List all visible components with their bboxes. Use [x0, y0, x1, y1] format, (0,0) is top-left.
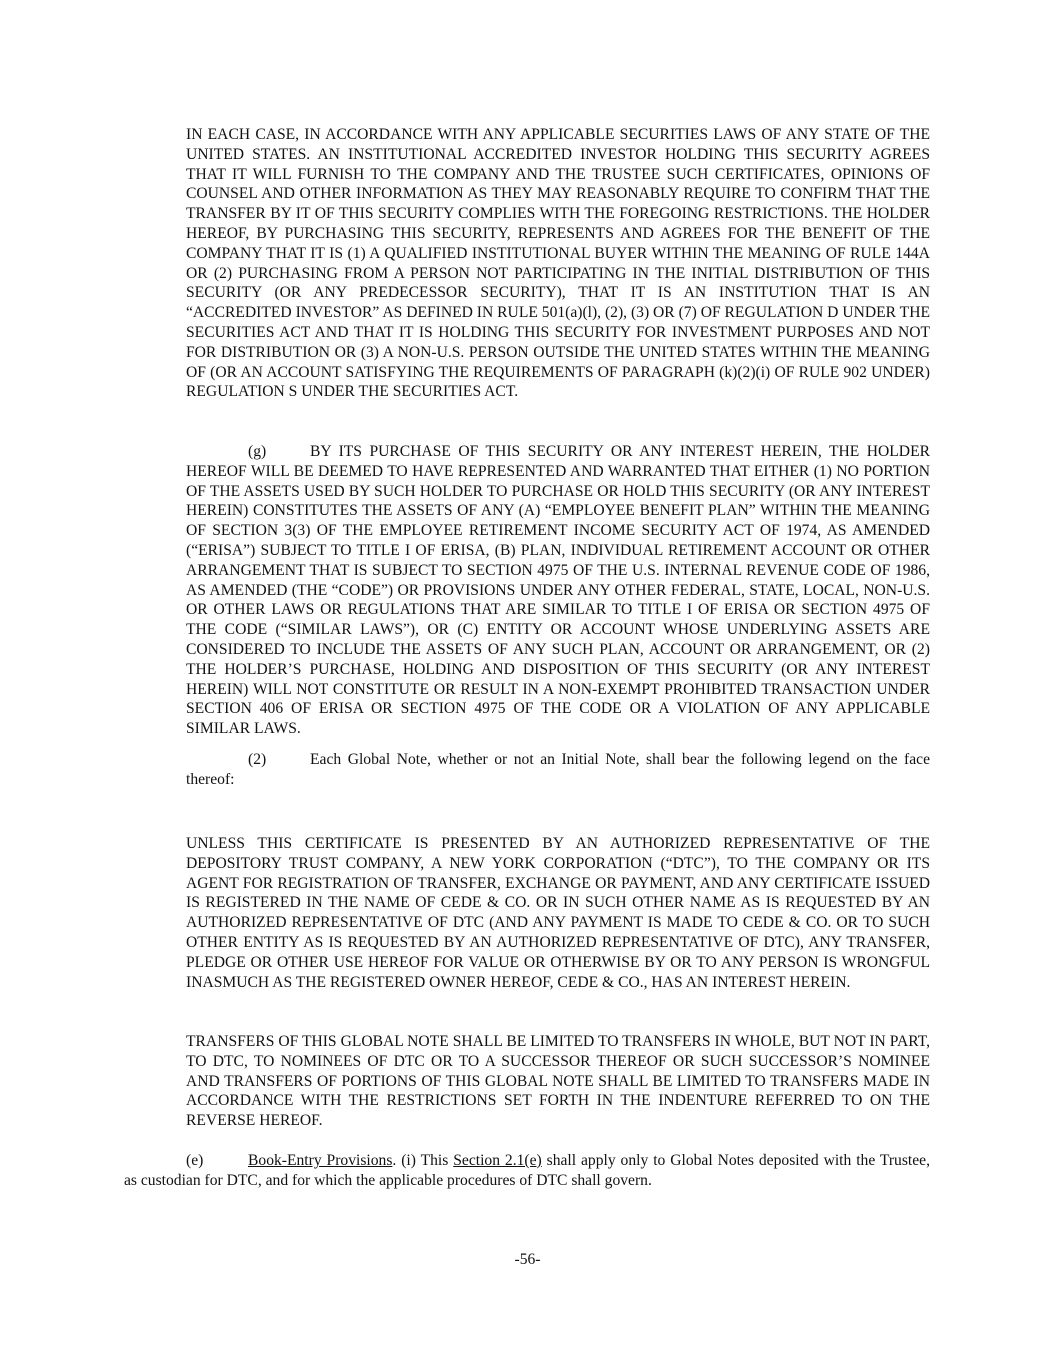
paragraph-f-continuation: IN EACH CASE, IN ACCORDANCE WITH ANY APPLICABLE SECURITIES LAWS OF ANY STATE OF THE UNITED STATES. AN INSTITUTIONAL ACCREDITED INVESTOR HOLDING THIS SECURITY AGREES THAT IT WILL FURNISH TO THE COMPANY AND THE TRUSTEE SUCH CERTIFICATES, OPINIONS OF COUNSEL AND OTHER INFORMATION AS THEY MAY REASONABLY REQUIRE TO CONFIRM THAT THE TRANSFER BY IT OF THIS SECURITY COMPLIES WITH THE FOREGOING RESTRICTIONS. THE HOLDER HEREOF, BY PURCHASING THIS SECURITY, REPRESENTS AND AGREES FOR THE BENEFIT OF THE COMPANY THAT IT IS (1) A QUALIFIED INSTITUTIONAL BUYER WITHIN THE MEANING OF RULE 144A OR (2) PURCHASING FROM A PERSON NOT PARTICIPATING IN THE INITIAL DISTRIBUTION OF THIS SECURITY (OR ANY PREDECESSOR SECURITY), THAT IT IS AN INSTITUTION THAT IS AN “ACCREDITED INVESTOR” AS DEFINED IN RULE 501(a)(l), (2), (3) OR (7) OF REGULATION D UNDER THE SECURITIES ACT AND THAT IT IS HOLDING THIS SECURITY FOR INVESTMENT PURPOSES AND NOT FOR DISTRIBUTION OR (3) A NON-U.S. PERSON OUTSIDE THE UNITED STATES WITHIN THE MEANING OF (OR AN ACCOUNT SATISFYING THE REQUIREMENTS OF PARAGRAPH (k)(2)(i) OF RULE 902 UNDER) REGULATION S UNDER THE SECURITIES ACT.	[186, 126, 930, 401]
paragraph-g	[186, 442, 930, 739]
paragraph-e-marker: (e)	[186, 1152, 204, 1169]
section-reference: Section 2.1(e)	[453, 1152, 542, 1169]
book-entry-provisions-heading: Book-Entry Provisions	[248, 1152, 393, 1169]
paragraph-2-marker: (2)	[248, 751, 267, 768]
legend-dtc: UNLESS THIS CERTIFICATE IS PRESENTED BY AN AUTHORIZED REPRESENTATIVE OF THE DEPOSITORY TRUST COMPANY, A NEW YORK CORPORATION (“DTC”), TO THE COMPANY OR ITS AGENT FOR REGISTRATION OF TRANSFER, EXCHANGE OR PAYMENT, AND ANY CERTIFICATE ISSUED IS REGISTERED IN THE NAME OF CEDE & CO. OR IN SUCH OTHER NAME AS IS REQUESTED BY AN AUTHORIZED REPRESENTATIVE OF DTC (AND ANY PAYMENT IS MADE TO CEDE & CO. OR TO SUCH OTHER ENTITY AS IS REQUESTED BY AN AUTHORIZED REPRESENTATIVE OF DTC), ANY TRANSFER, PLEDGE OR OTHER USE HEREOF FOR VALUE OR OTHERWISE BY OR TO ANY PERSON IS WRONGFUL INASMUCH AS THE REGISTERED OWNER HEREOF, CEDE & CO., HAS AN INTEREST HEREIN.	[186, 835, 930, 991]
paragraph-g-text: BY ITS PURCHASE OF THIS SECURITY OR ANY INTEREST HEREIN, THE HOLDER HEREOF WILL BE DEEMED TO HAVE REPRESENTED AND WARRANTED THAT EITHER (1) NO PORTION OF THE ASSETS USED BY SUCH HOLDER TO PURCHASE OR HOLD THIS SECURITY (OR ANY INTEREST HEREIN) CONSTITUTES THE ASSETS OF ANY (A) “EMPLOYEE BENEFIT PLAN” WITHIN THE MEANING OF SECTION 3(3) OF THE EMPLOYEE RETIREMENT INCOME SECURITY ACT OF 1974, AS AMENDED (“ERISA”) SUBJECT TO TITLE I OF ERISA, (B) PLAN, INDIVIDUAL RETIREMENT ACCOUNT OR OTHER ARRANGEMENT THAT IS SUBJECT TO SECTION 4975 OF THE U.S. INTERNAL REVENUE CODE OF 1986, AS AMENDED (THE “CODE”) OR PROVISIONS UNDER ANY OTHER FEDERAL, STATE, LOCAL, NON-U.S. OR OTHER LAWS OR REGULATIONS THAT ARE SIMILAR TO TITLE I OF ERISA OR SECTION 4975 OF THE CODE (“SIMILAR LAWS”), OR (C) ENTITY OR ACCOUNT WHOSE UNDERLYING ASSETS ARE CONSIDERED TO INCLUDE THE ASSETS OF ANY SUCH PLAN, ACCOUNT OR ARRANGEMENT, OR (2) THE HOLDER’S PURCHASE, HOLDING AND DISPOSITION OF THIS SECURITY (OR ANY INTEREST HEREIN) WILL NOT CONSTITUTE OR RESULT IN A NON-EXEMPT PROHIBITED TRANSACTION UNDER SECTION 406 OF ERISA OR SECTION 4975 OF THE CODE OR A VIOLATION OF ANY APPLICABLE SIMILAR LAWS.	[186, 443, 930, 738]
paragraph-e-text-2: shall apply only to Global Notes deposited with the Trustee, as custodian for DTC, and for which the applicable procedures of DTC shall govern.	[124, 1152, 930, 1189]
legend-transfers: TRANSFERS OF THIS GLOBAL NOTE SHALL BE LIMITED TO TRANSFERS IN WHOLE, BUT NOT IN PART, TO DTC, TO NOMINEES OF DTC OR TO A SUCCESSOR THEREOF OR SUCH SUCCESSOR’S NOMINEE AND TRANSFERS OF PORTIONS OF THIS GLOBAL NOTE SHALL BE LIMITED TO TRANSFERS MADE IN ACCORDANCE WITH THE RESTRICTIONS SET FORTH IN THE INDENTURE REFERRED TO ON THE REVERSE HEREOF.	[186, 1033, 930, 1130]
paragraph-2-text: Each Global Note, whether or not an Initial Note, shall bear the following legend on the face thereof:	[186, 751, 930, 788]
paragraph-e-text-1: . (i) This	[392, 1152, 454, 1169]
paragraph-e	[124, 1151, 930, 1191]
page-number: -56-	[514, 1251, 541, 1268]
paragraph-g-marker: (g)	[248, 443, 267, 460]
paragraph-2	[186, 750, 930, 790]
